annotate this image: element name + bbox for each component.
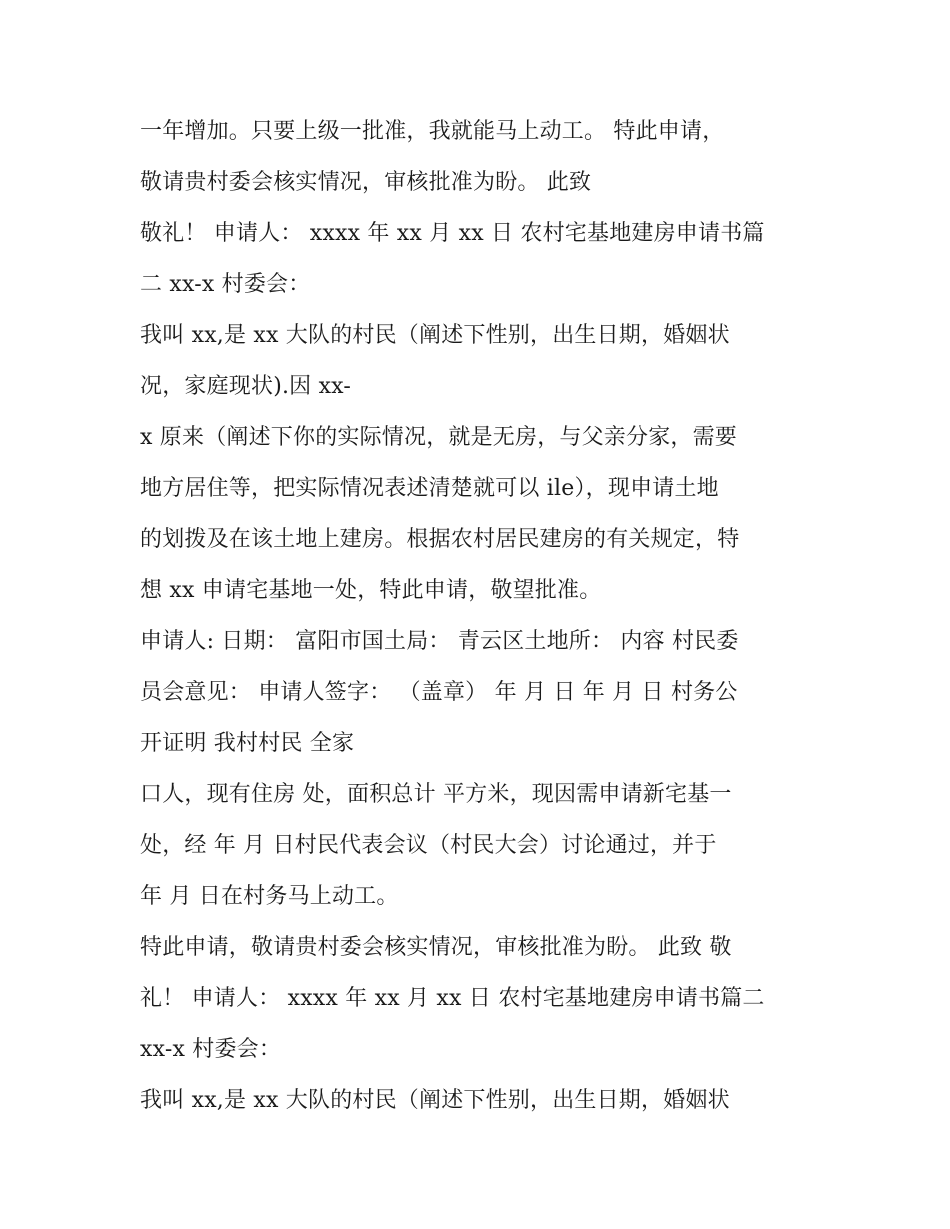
text-line: 口人，现有住房 处，面积总计 平方米，现因需申请新宅基一 — [140, 782, 732, 807]
text-line: 地方居住等，把实际情况表述清楚就可以 ile），现申请土地 — [140, 476, 719, 501]
text-line: 一年增加。只要上级一批准，我就能马上动工。 特此申请， — [140, 119, 725, 144]
text-line: 二 xx-x 村委会： — [140, 272, 311, 297]
text-line: 特此申请，敬请贵村委会核实情况，审核批准为盼。 此致 敬 — [140, 935, 732, 960]
text-line: 我叫 xx,是 xx 大队的村民（阐述下性别，出生日期，婚姻状 — [140, 323, 730, 348]
text-line: x 原来（阐述下你的实际情况，就是无房，与父亲分家，需要 — [140, 425, 738, 450]
text-line: 敬请贵村委会核实情况，审核批准为盼。 此致 — [140, 170, 592, 195]
text-line: xx-x 村委会： — [140, 1037, 282, 1062]
text-line: 处，经 年 月 日村民代表会议（村民大会）讨论通过，并于 — [140, 833, 717, 858]
text-line: 想 xx 申请宅基地一处，特此申请，敬望批准。 — [140, 578, 602, 603]
text-line: 我叫 xx,是 xx 大队的村民（阐述下性别，出生日期，婚姻状 — [140, 1088, 730, 1113]
text-line: 况，家庭现状).因 xx- — [140, 374, 352, 399]
text-line: 申请人: 日期： 富阳市国土局： 青云区土地所： 内容 村民委 — [140, 629, 739, 654]
text-line: 员会意见： 申请人签字： （盖章） 年 月 日 年 月 日 村务公 — [140, 680, 738, 705]
text-line: 礼！ 申请人： xxxx 年 xx 月 xx 日 农村宅基地建房申请书篇二 — [140, 986, 765, 1011]
text-line: 年 月 日在村务马上动工。 — [140, 884, 399, 909]
text-line: 的划拨及在该土地上建房。根据农村居民建房的有关规定，特 — [140, 527, 740, 552]
document-body — [140, 106, 820, 1126]
text-line: 开证明 我村村民 全家 — [140, 731, 355, 756]
text-line: 敬礼！ 申请人： xxxx 年 xx 月 xx 日 农村宅基地建房申请书篇 — [140, 221, 765, 246]
